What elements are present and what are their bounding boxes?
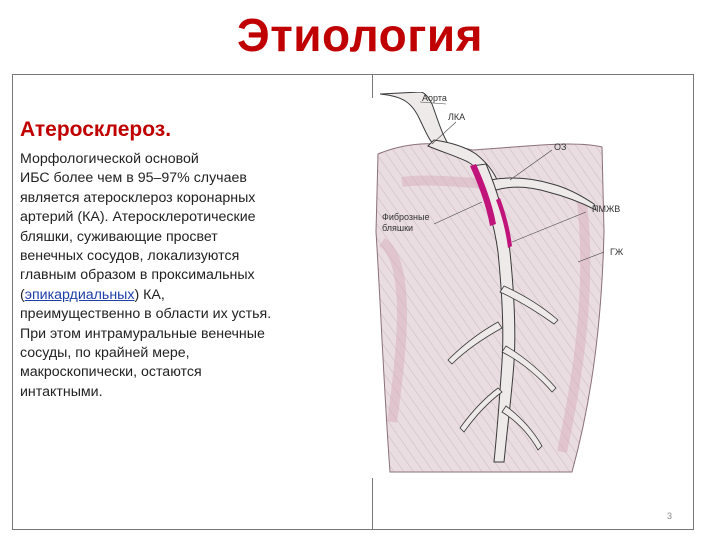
body-line: При этом интрамуральные венечные [20,325,265,342]
label-plaques-line1: Фиброзные [382,212,430,222]
body-line: преимущественно в области их устья. [20,306,272,323]
label-plaques-line2: бляшки [382,223,414,233]
section-heading: Атеросклероз. [20,118,172,141]
body-line: главным образом в проксимальных [20,267,255,284]
body-line: ИБС более чем в 95–97% случаев [20,170,247,187]
label-pmzhv: ПМЖВ [592,204,621,214]
body-line: бляшки, суживающие просвет [20,228,218,245]
epicardial-link[interactable]: эпикардиальных [24,286,135,303]
page-number: 3 [667,511,673,521]
label-aorta: Аорта [422,93,447,103]
slide-title: Этиология [237,9,483,61]
body-line: Морфологической основой [20,151,199,167]
body-line-with-link [20,286,380,305]
body-line: является атеросклероз коронарных [20,189,256,206]
frame-divider [372,478,373,530]
body-line: венечных сосудов, локализуются [20,248,240,265]
label-lka: ЛКА [448,112,466,122]
link-trailing-text: ) КА, [134,286,165,303]
coronary-artery-illustration [372,92,632,477]
body-line: сосуды, по крайней мере, [20,345,190,362]
body-line: макроскопически, остаются [20,364,202,381]
body-line: артерий (КА). Атеросклеротические [20,209,256,226]
label-oz: ОЗ [554,142,567,152]
label-gzh: ГЖ [610,247,624,257]
paren-open: ( [20,286,25,303]
body-text [20,150,380,402]
body-line: интактными. [20,383,103,400]
